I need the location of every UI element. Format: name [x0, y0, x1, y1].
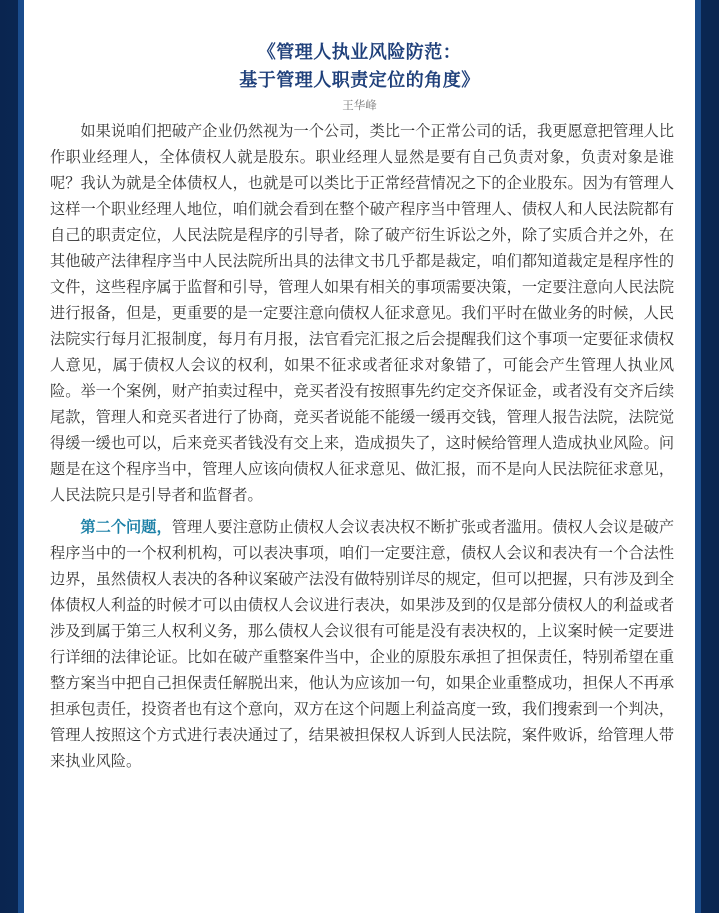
right-border-stripe	[695, 0, 701, 913]
paragraph-2-text: 管理人要注意防止债权人会议表决权不断扩张或者滥用。债权人会议是破产程序当中的一个权利机构，可以表决事项，咱们一定要注意，债权人会议和表决有一个合法性边界，虽然债权人表决的各种议案破产法没有做特别详尽的规定，但可以把握，只有涉及到全体债权人利益的时候才可以由债权人会议进行表决，如果涉及到的仅是部分债权人的利益或者涉及到属于第三人权利义务，那么债权人会议很有可能是没有表决权的，上议案时候一定要进行详细的法律论证。比如在破产重整案件当中，企业的原股东承担了担保责任，特别希望在重整方案当中把自己担保责任解脱出来，他认为应该加一句，如果企业重整成功，担保人不再承担承包责任，投资者也有这个意向，双方在这个问题上利益高度一致，我们搜索到一个判决，管理人按照这个方式进行表决通过了，结果被担保权人诉到人民法院，案件败诉，给管理人带来执业风险。	[50, 518, 675, 770]
article-title-line2: 基于管理人职责定位的角度》	[239, 70, 480, 91]
paragraph-2	[50, 514, 674, 774]
article-author: 王华峰	[342, 98, 377, 112]
paragraph-1: 如果说咱们把破产企业仍然视为一个公司，类比一个正常公司的话，我更愿意把管理人比作职业经理人，全体债权人就是股东。职业经理人显然是要有自己负责对象，负责对象是谁呢？我认为就是全体债权人，也就是可以类比于正常经营情况之下的企业股东。因为有管理人这样一个职业经理人地位，咱们就会看到在整个破产程序当中管理人、债权人和人民法院都有自己的职责定位，人民法院是程序的引导者，除了破产衍生诉讼之外，除了实质合并之外，在其他破产法律程序当中人民法院所出具的法律文书几乎都是裁定，咱们都知道裁定是程序性的文件，这些程序属于监督和引导，管理人如果有相关的事项需要决策，一定要注意向人民法院进行报备，但是，更重要的是一定要注意向债权人征求意见。我们平时在做业务的时候，人民法院实行每月汇报制度，每月有月报，法官看完汇报之后会提醒我们这个事项一定要征求债权人意见，属于债权人会议的权利，如果不征求或者征求对象错了，可能会产生管理人执业风险。举一个案例，财产拍卖过程中，竞买者没有按照事先约定交齐保证金，或者没有交齐后续尾款，管理人和竞买者进行了协商，竞买者说能不能缓一缓再交钱，管理人报告法院，法院觉得缓一缓也可以，后来竞买者钱没有交上来，造成损失了，这时候给管理人造成执业风险。问题是在这个程序当中，管理人应该向债权人征求意见、做汇报，而不是向人民法院征求意见，人民法院只是引导者和监督者。	[50, 122, 674, 504]
article-panel	[24, 0, 695, 913]
section-heading-2: 第二个问题，	[80, 518, 172, 536]
article-body	[50, 118, 674, 780]
article-title-line1: 《管理人执业风险防范：	[257, 42, 462, 63]
